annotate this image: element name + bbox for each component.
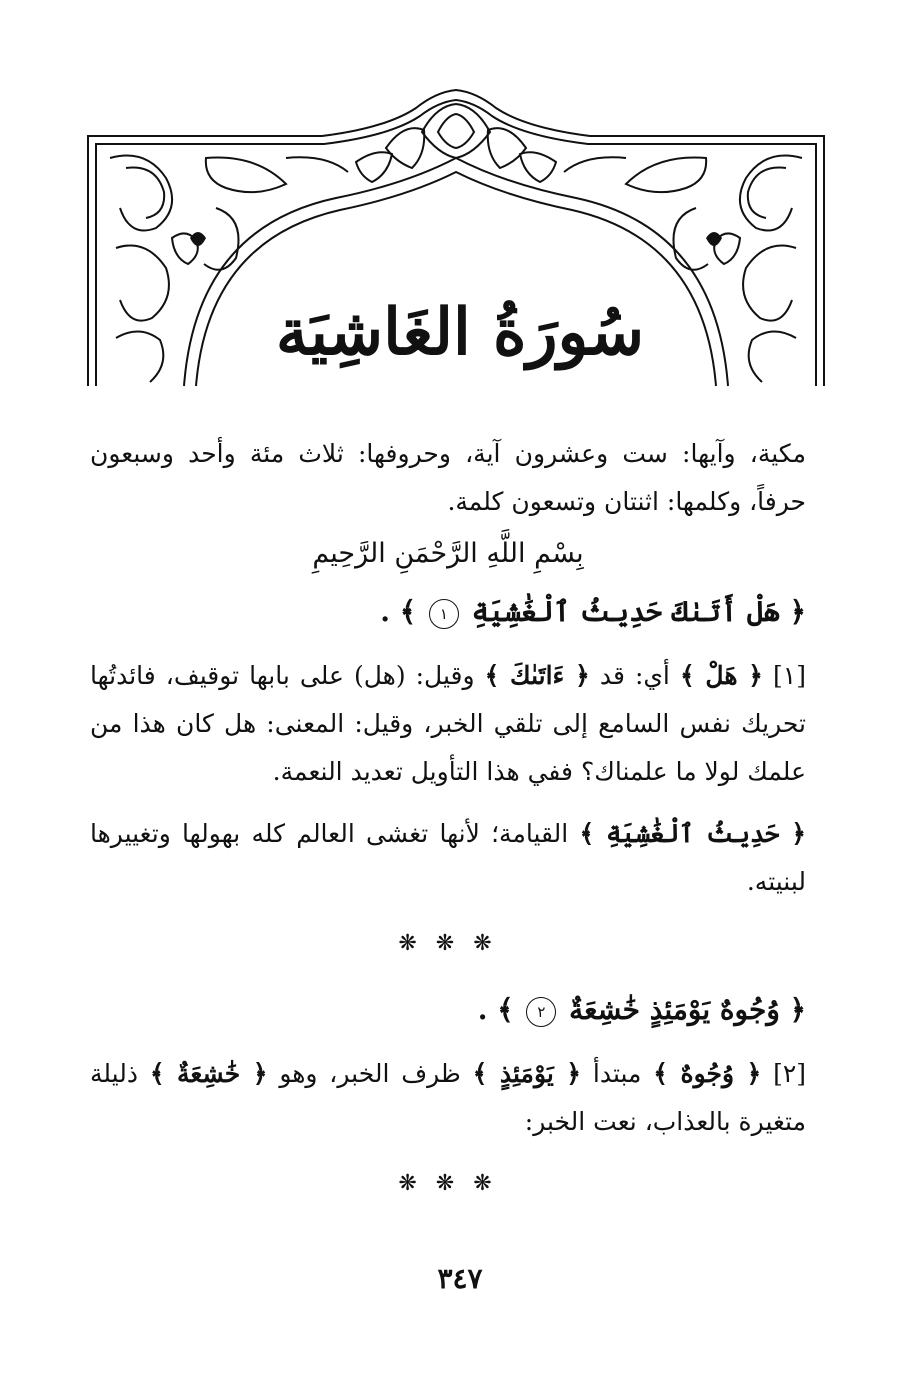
quran-quote: ﴿ هَلْ ﴾ <box>679 661 763 690</box>
tafsir-text: أي: قد <box>599 661 670 690</box>
tafsir-text: القيامة؛ لأنها تغشى العالم كله بهولها وتغييرها لبنيته. <box>90 819 806 896</box>
surah-title: سُورَةُ الغَاشِيَة <box>275 295 645 370</box>
quran-quote: ﴿ وُجُوهٌ ﴾ <box>653 1059 762 1088</box>
tafsir-text: وقيل: (هل) على بابها توقيف، فائدتُها تحريك نفس السامع إلى تلقي الخبر، وقيل: المعنى: هل كان هذا من علمك لولا ما علمناك؟ ففي هذا التأويل تعديد النعمة. <box>90 661 806 786</box>
tafsir-paragraph-2 <box>90 1050 806 1146</box>
tafsir-label: [٢] <box>773 1059 807 1088</box>
verse-1 <box>90 588 806 636</box>
intro-paragraph: مكية، وآيها: ست وعشرون آية، وحروفها: ثلاث مئة وأحد وسبعون حرفاً، وكلمها: اثنتان وتسعون كلمة. <box>90 439 806 516</box>
tafsir-text: ذليلة متغيرة بالعذاب، نعت الخبر: <box>90 1059 806 1136</box>
quran-quote: ﴿ ءَاتَىٰكَ ﴾ <box>484 661 590 690</box>
bracket-close: ﴾ . <box>477 993 514 1026</box>
bracket-open: ﴿ <box>789 595 806 628</box>
ayah-number-marker: ٢ <box>526 997 556 1027</box>
main-content <box>90 430 806 1226</box>
tafsir-label: [١] <box>773 661 806 690</box>
ayah-number-marker: ١ <box>429 599 459 629</box>
section-separator: ❋ ❋ ❋ <box>398 1171 498 1196</box>
verse-2 <box>90 986 806 1034</box>
quran-quote: ﴿ حَدِيثُ ٱلْغَٰشِيَةِ ﴾ <box>579 819 806 848</box>
quran-quote: ﴿ يَوْمَئِذٍ ﴾ <box>472 1059 582 1088</box>
basmala: بِسْمِ اللَّهِ الرَّحْمَنِ الرَّحِيمِ <box>312 538 584 569</box>
tafsir-text: ظرف الخبر، وهو <box>279 1059 461 1088</box>
verse-text: وُجُوهٌ يَوْمَئِذٍ خَٰشِعَةٌ <box>569 993 780 1026</box>
tafsir-paragraph-1 <box>90 652 806 796</box>
verse-text: هَلْ أَتَىٰكَ حَدِيثُ ٱلْغَٰشِيَةِ <box>471 595 780 628</box>
tafsir-text: مبتدأ <box>592 1059 642 1088</box>
quran-quote: ﴿ خَٰشِعَةٌ ﴾ <box>149 1059 268 1088</box>
bracket-close: ﴾ . <box>380 595 417 628</box>
section-separator: ❋ ❋ ❋ <box>398 931 498 956</box>
bracket-open: ﴿ <box>789 993 806 1026</box>
tafsir-paragraph-1b <box>90 810 806 906</box>
page-number: ٣٤٧ <box>437 1262 483 1295</box>
